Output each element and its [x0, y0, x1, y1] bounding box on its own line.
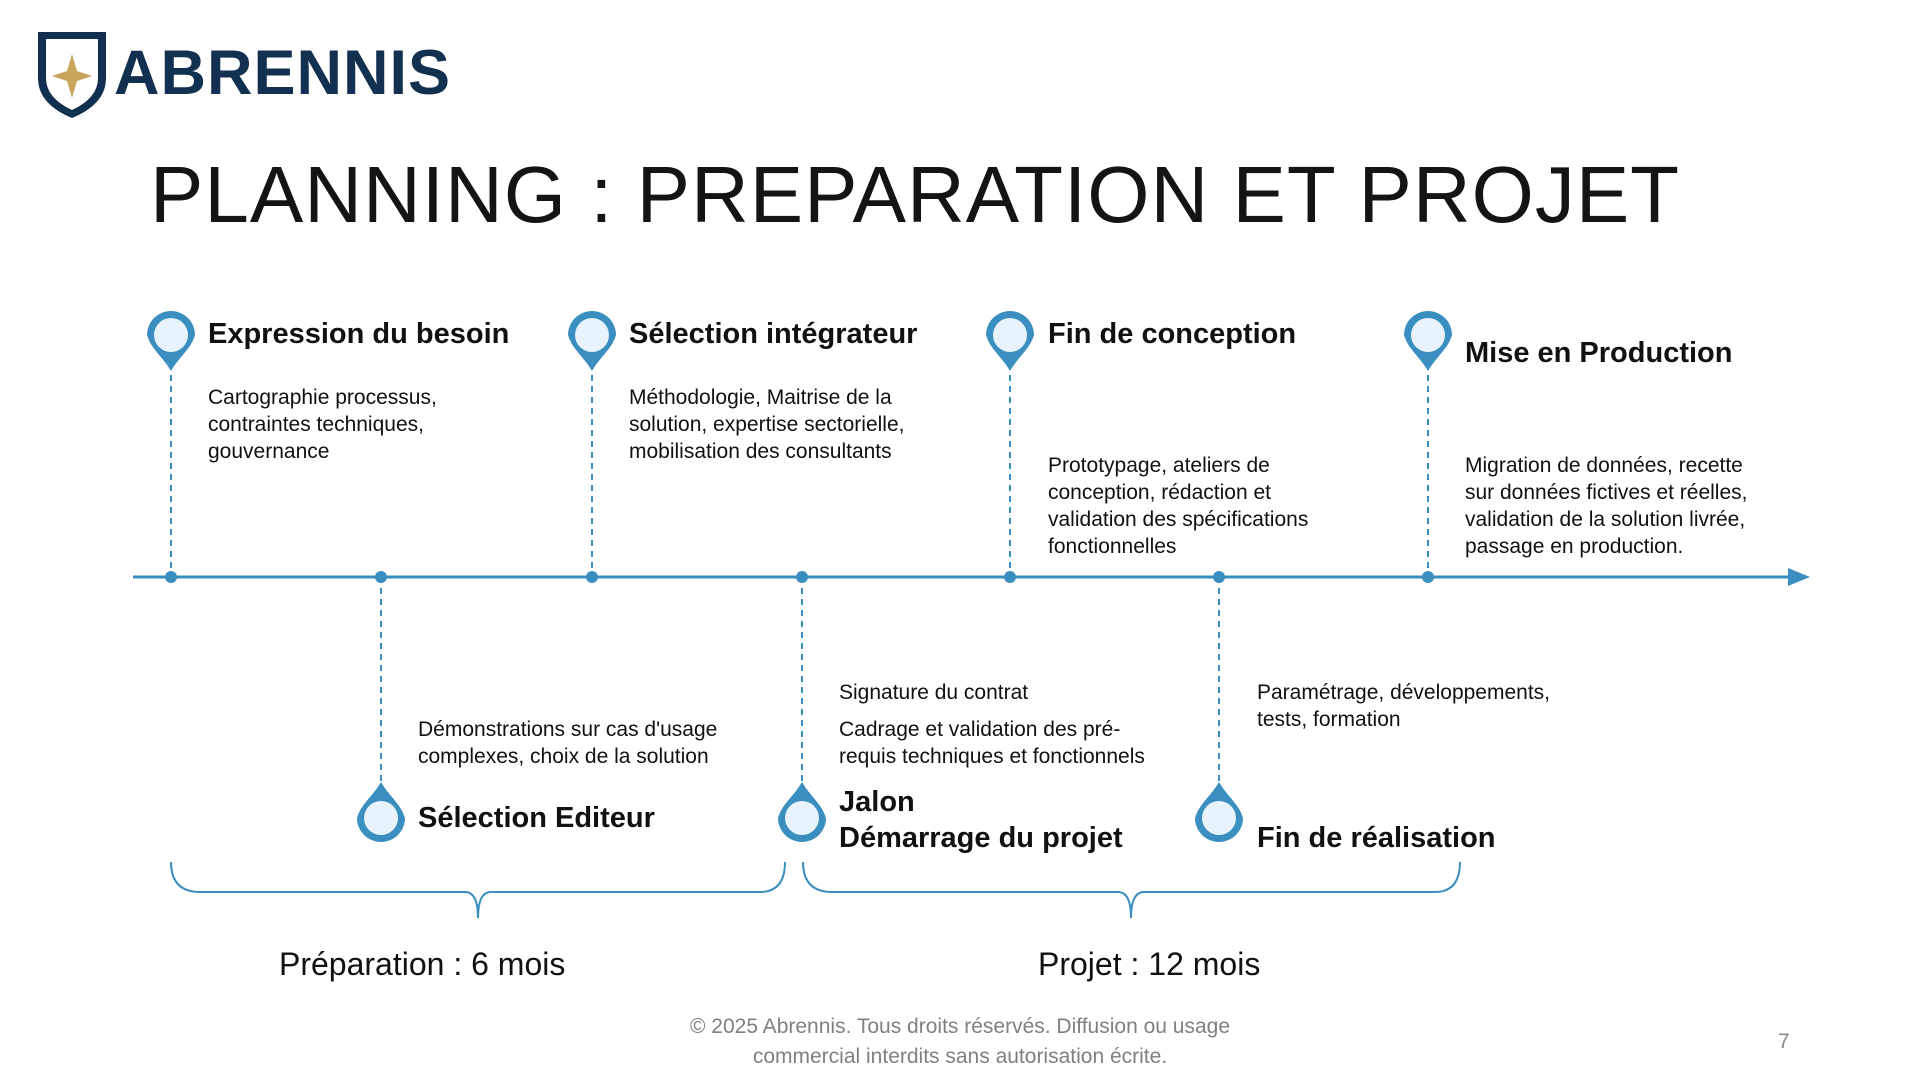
phase-label-projet: Projet : 12 mois	[1038, 946, 1261, 982]
milestone-desc-signature: Signature du contrat	[839, 681, 1029, 704]
page-title: PLANNING : PREPARATION ET PROJET	[150, 150, 1681, 239]
milestone-desc-fin-conception: Prototypage, ateliers de conception, rédaction et validation des spécifications fonctionnelles	[1048, 454, 1309, 558]
milestone-title-fin-conception: Fin de conception	[1048, 318, 1297, 350]
milestone-desc-fin-realisation: Paramétrage, développements, tests, formation	[1257, 681, 1551, 731]
axis-dot	[1422, 571, 1434, 583]
brand-name: ABRENNIS	[114, 38, 452, 108]
axis-dot	[1004, 571, 1016, 583]
milestone-desc-expression: Cartographie processus, contraintes techniques, gouvernance	[208, 386, 437, 463]
map-pin-icon	[778, 782, 826, 842]
milestone-desc-mise-en-production: Migration de données, recette sur données fictives et réelles, validation de la solution livrée, passage en production.	[1465, 454, 1748, 558]
map-pin-icon	[568, 311, 616, 371]
map-pin-icon	[147, 311, 195, 371]
footer-copyright: © 2025 Abrennis. Tous droits réservés. Diffusion ou usage commercial interdits sans autorisation écrite.	[689, 1015, 1230, 1068]
axis-dot	[375, 571, 387, 583]
milestone-title-mise-en-production: Mise en Production	[1465, 337, 1733, 369]
map-pin-icon	[1195, 782, 1243, 842]
map-pin-icon	[986, 311, 1034, 371]
page-number: 7	[1778, 1030, 1790, 1053]
phase-label-preparation: Préparation : 6 mois	[279, 946, 566, 982]
axis-dot	[1213, 571, 1225, 583]
milestone-title-selection-editeur: Sélection Editeur	[418, 802, 655, 834]
axis-dot	[586, 571, 598, 583]
milestone-desc-selection-editeur: Démonstrations sur cas d'usage complexes, choix de la solution	[418, 718, 718, 768]
milestone-title-selection-integrateur: Sélection intégrateur	[629, 318, 918, 350]
timeline-arrow-head	[1788, 568, 1810, 586]
milestone-title-jalon: Jalon Démarrage du projet	[839, 786, 1123, 854]
milestone-desc-cadrage: Cadrage et validation des pré- requis techniques et fonctionnels	[839, 718, 1145, 768]
milestone-title-expression: Expression du besoin	[208, 318, 510, 350]
map-pin-icon	[1404, 311, 1452, 371]
brace-preparation	[171, 862, 785, 918]
milestone-desc-selection-integrateur: Méthodologie, Maitrise de la solution, expertise sectorielle, mobilisation des consultants	[629, 386, 905, 463]
map-pin-icon	[357, 782, 405, 842]
axis-dot	[165, 571, 177, 583]
milestone-title-fin-realisation: Fin de réalisation	[1257, 822, 1496, 854]
brace-projet	[803, 862, 1460, 918]
axis-dot	[796, 571, 808, 583]
